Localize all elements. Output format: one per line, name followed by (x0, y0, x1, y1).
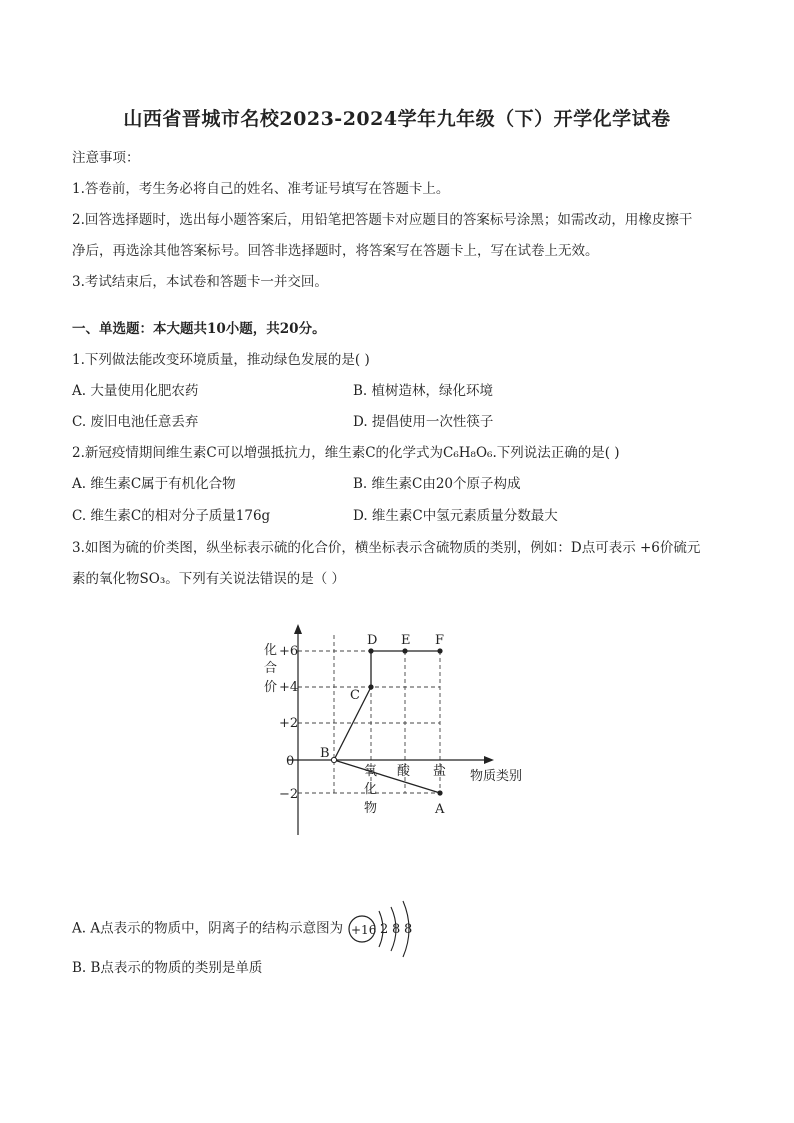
sulfur-valence-diagram (250, 620, 550, 845)
q1-option-d: D. 提倡使用一次性筷子 (353, 414, 494, 430)
q2-option-a: A. 维生素C属于有机化合物 (72, 476, 236, 492)
x-cat-oxide-2: 化 (364, 782, 378, 797)
y-label-1: 化 (264, 643, 278, 658)
ion-structure-diagram (347, 897, 419, 961)
y-axis-arrow (294, 624, 302, 634)
q2-stem: 2.新冠疫情期间维生素C可以增强抵抗力，维生素C的化学式为C₆H₈O₆.下列说法正确的是( ) (72, 445, 620, 461)
q1-stem: 1.下列做法能改变环境质量，推动绿色发展的是( ) (72, 352, 370, 368)
point-label-a: A (435, 802, 445, 817)
q3-option-a-text: A. A点表示的物质中，阴离子的结构示意图为 (72, 920, 344, 937)
q2-option-b: B. 维生素C由20个原子构成 (353, 476, 521, 492)
q2-option-c: C. 维生素C的相对分子质量176g (72, 508, 271, 524)
notice-item-1: 1.答卷前，考生务必将自己的姓名、准考证号填写在答题卡上。 (72, 181, 450, 197)
notice-item-3: 3.考试结束后，本试卷和答题卡一并交回。 (72, 274, 328, 290)
y-tick-plus6: +6 (279, 644, 299, 659)
x-cat-oxide-3: 物 (364, 801, 378, 816)
y-tick-plus4: +4 (279, 680, 299, 695)
shell-count-3: 8 (404, 922, 413, 937)
point-label-b: B (320, 746, 330, 761)
y-label-3: 价 (264, 680, 278, 695)
x-cat-salt: 盐 (433, 764, 447, 779)
q1-option-b: B. 植树造林，绿化环境 (353, 383, 494, 399)
y-tick-minus2: −2 (279, 787, 299, 802)
q1-option-a: A. 大量使用化肥农药 (72, 383, 199, 399)
q3-stem-line1: 3.如图为硫的价类图，纵坐标表示硫的化合价，横坐标表示含硫物质的类别，例如：D点可表示 +6价硫元 (72, 540, 701, 556)
q3-option-a (72, 897, 419, 961)
nucleus-charge: +16 (351, 923, 377, 937)
x-cat-acid: 酸 (397, 764, 411, 779)
q2-option-d: D. 维生素C中氢元素质量分数最大 (353, 508, 558, 524)
point-label-f: F (435, 633, 445, 648)
shell-count-1: 2 (380, 922, 389, 937)
x-axis-label: 物质类别 (470, 769, 523, 784)
x-axis-arrow (484, 756, 494, 764)
exam-title: 山西省晋城市名校2023-2024学年九年级（下）开学化学试卷 (123, 108, 671, 130)
x-cat-oxide-1: 氧 (364, 764, 378, 779)
point-label-e: E (401, 633, 411, 648)
section-heading: 一、单选题：本大题共10小题，共20分。 (72, 321, 326, 337)
shell-count-2: 8 (392, 922, 401, 937)
y-tick-zero: 0 (286, 754, 295, 769)
diagram-connecting-lines (334, 651, 440, 793)
y-tick-plus2: +2 (279, 716, 299, 731)
notice-item-2: 2.回答选择题时，选出每小题答案后，用铅笔把答题卡对应题目的答案标号涂黑；如需改动，用橡皮擦干 (72, 212, 693, 228)
notice-heading: 注意事项： (72, 150, 140, 166)
diagram-points (331, 648, 442, 795)
point-label-d: D (367, 633, 378, 648)
y-label-2: 合 (264, 661, 278, 676)
point-label-c: C (350, 688, 360, 703)
q1-option-c: C. 废旧电池任意丢弃 (72, 414, 199, 430)
notice-item-2-cont: 净后，再选涂其他答案标号。回答非选择题时，将答案写在答题卡上，写在试卷上无效。 (72, 243, 599, 259)
q3-option-b: B. B点表示的物质的类别是单质 (72, 960, 263, 976)
q3-stem-line2: 素的氧化物SO₃。下列有关说法错误的是（ ） (72, 571, 346, 587)
